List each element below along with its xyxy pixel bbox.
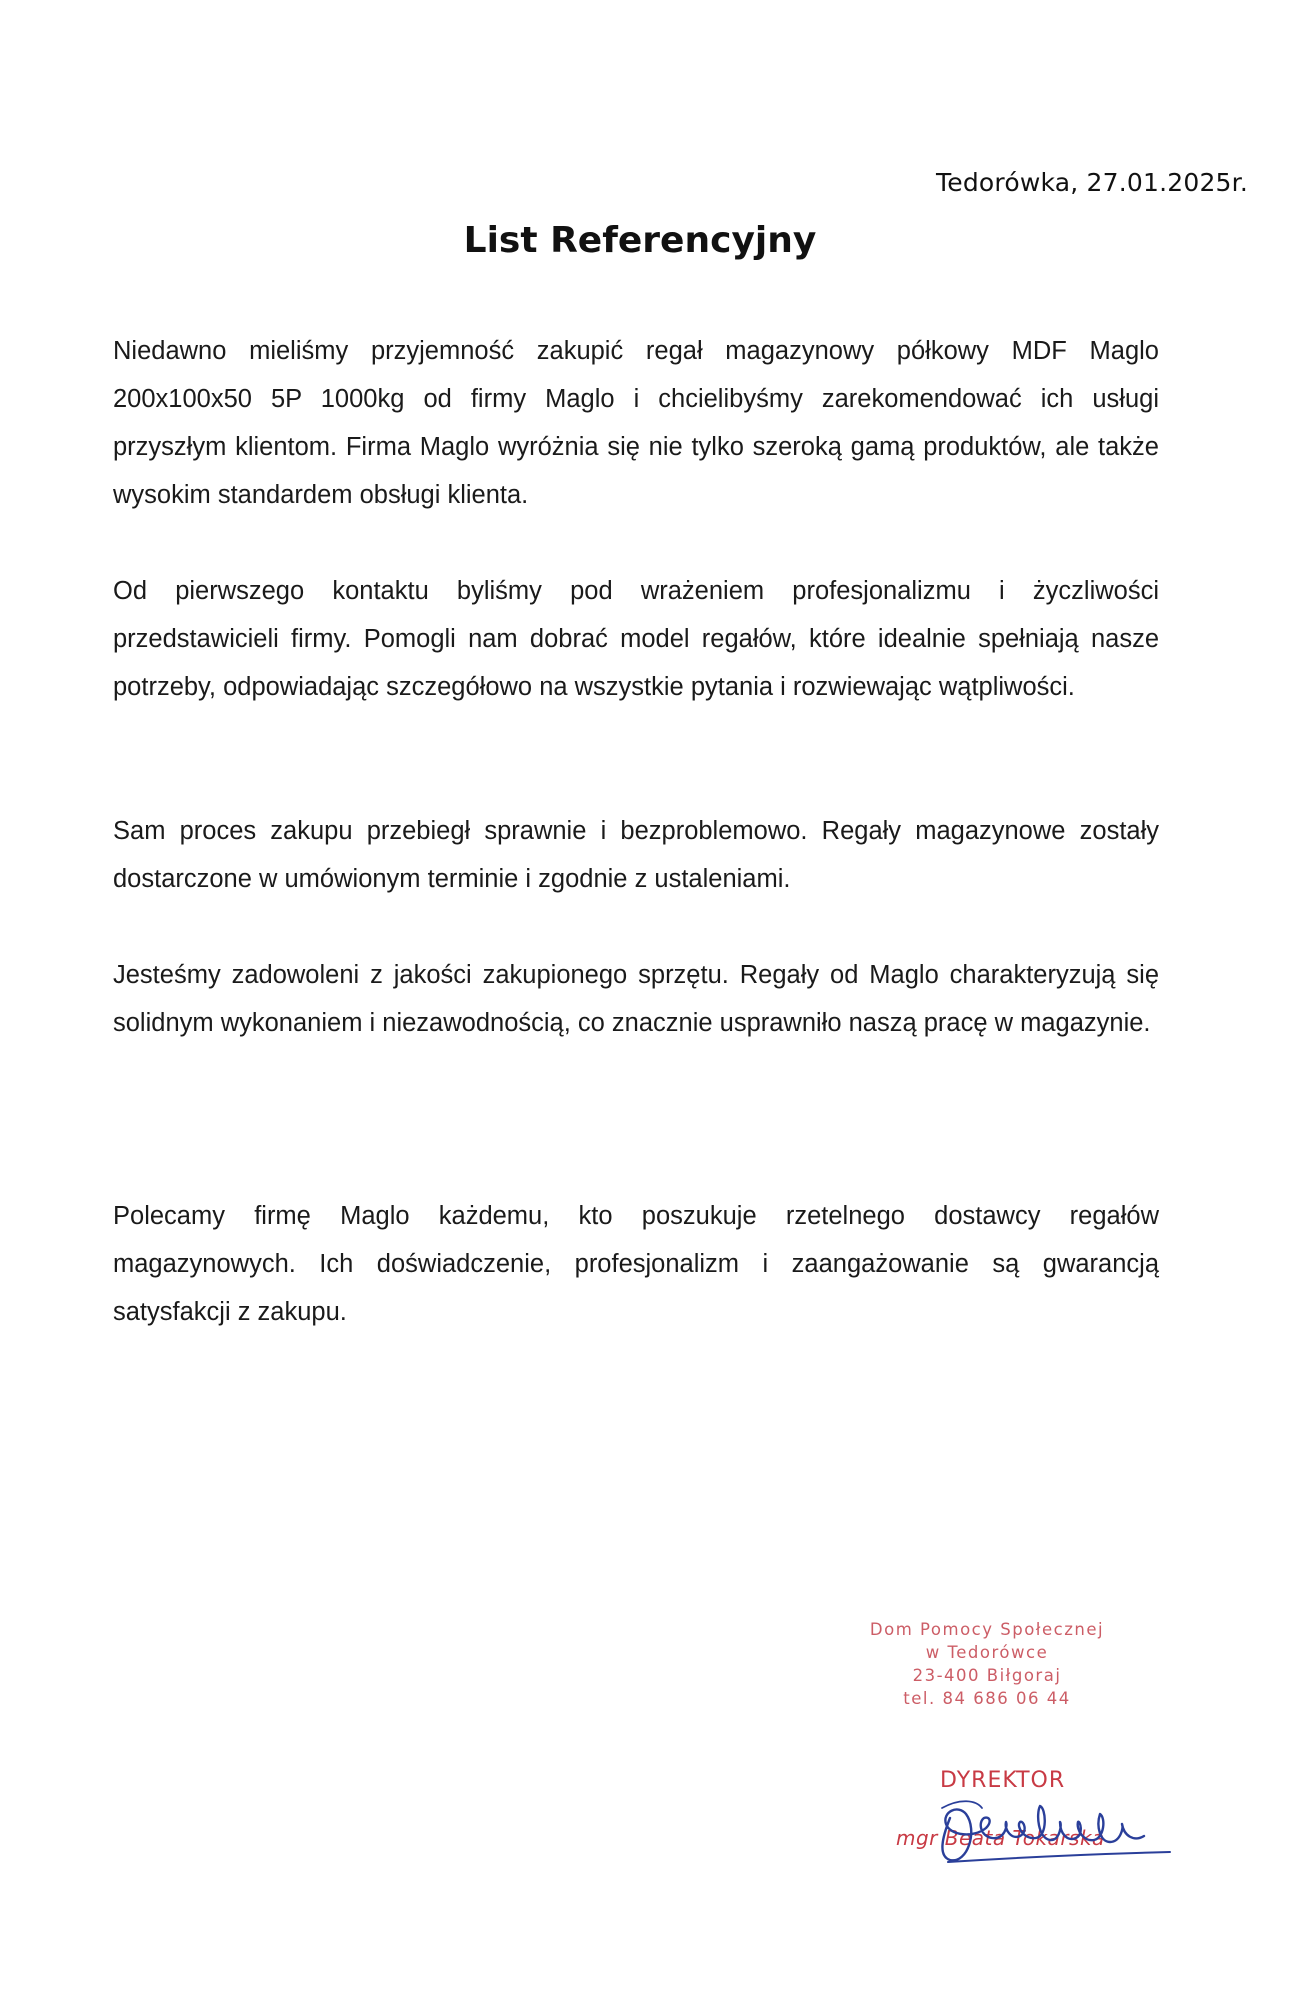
stamp-line-phone: tel. 84 686 06 44	[903, 1689, 1071, 1708]
paragraph-3: Sam proces zakupu przebiegł sprawnie i bezproblemowo. Regały magazynowe zostały dostarczone w umówionym terminie i zgodnie z ustaleniami.	[113, 817, 1159, 893]
stamp-line-postal: 23-400 Biłgoraj	[912, 1666, 1062, 1685]
institution-stamp	[852, 1618, 1122, 1710]
paragraph-4: Jesteśmy zadowoleni z jakości zakupionego sprzętu. Regały od Maglo charakteryzują się solidnym wykonaniem i niezawodnością, co znacznie usprawniło naszą pracę w magazynie.	[113, 961, 1159, 1037]
handwritten-signature	[920, 1778, 1180, 1873]
signature-block	[880, 1768, 1200, 1878]
paragraph-1: Niedawno mieliśmy przyjemność zakupić regał magazynowy półkowy MDF Maglo 200x100x50 5P 1000kg od firmy Maglo i chcielibyśmy zarekomendować ich usługi przyszłym klientom. Firma Maglo wyróżnia się nie tylko szeroką gamą produktów, ale także wysokim standardem obsługi klienta.	[113, 337, 1159, 509]
signer-name: mgr Beata Tokarska	[896, 1826, 1105, 1850]
stamp-line-location: w Tedorówce	[925, 1643, 1049, 1662]
stamp-line-name: Dom Pomocy Społecznej	[869, 1620, 1105, 1639]
document-date: Tedorówka, 27.01.2025r.	[936, 168, 1248, 197]
paragraph-5: Polecamy firmę Maglo każdemu, kto poszukuje rzetelnego dostawcy regałów magazynowych. Ich doświadczenie, profesjonalizm i zaangażowanie są gwarancją satysfakcji z zakupu.	[113, 1202, 1159, 1326]
director-title: DYREKTOR	[940, 1768, 1066, 1793]
document-title: List Referencyjny	[463, 220, 817, 261]
paragraph-2: Od pierwszego kontaktu byliśmy pod wrażeniem profesjonalizmu i życzliwości przedstawicieli firmy. Pomogli nam dobrać model regałów, które idealnie spełniają nasze potrzeby, odpowiadając szczegółowo na wszystkie pytania i rozwiewając wątpliwości.	[113, 577, 1159, 701]
